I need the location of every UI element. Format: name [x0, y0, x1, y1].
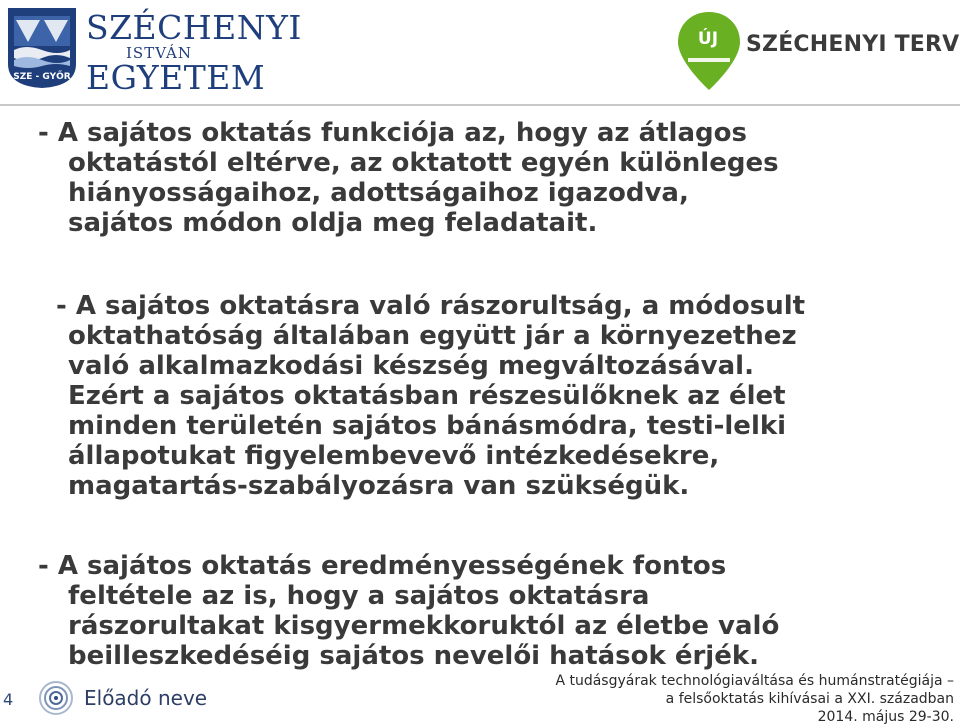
- paragraph-2-line: oktathatóság általában együtt jár a környezethez: [68, 321, 797, 351]
- plan-logo: [676, 10, 958, 98]
- event-title-line1: A tudásgyárak technológiaváltása és humánstratégiája –: [555, 673, 954, 689]
- university-name-line3: EGYETEM: [86, 58, 266, 97]
- spiral-logo-icon: [38, 680, 74, 716]
- paragraph-3-line: rászorultakat kisgyermekkoruktól az életbe való: [68, 611, 780, 641]
- university-name-line1: SZÉCHENYI: [86, 8, 302, 47]
- paragraph-1: [38, 118, 779, 238]
- paragraph-1-line: oktatástól eltérve, az oktatott egyén különleges: [68, 148, 779, 178]
- paragraph-3-line: feltétele az is, hogy a sajátos oktatásra: [68, 581, 650, 611]
- university-name-line2: ISTVÁN: [126, 44, 192, 62]
- paragraph-2: [38, 291, 805, 501]
- paragraph-2-line: magatartás-szabályozásra van szükségük.: [68, 471, 690, 501]
- university-logo: [6, 6, 306, 97]
- paragraph-2-line: - A sajátos oktatásra való rászorultság, a módosult: [56, 291, 806, 321]
- seal-caption: SZE - GYŐR: [13, 72, 71, 82]
- paragraph-1-line: sajátos módon oldja meg feladatait.: [68, 208, 598, 238]
- presenter-name: Előadó neve: [84, 686, 208, 710]
- paragraph-2-line: való alkalmazkodási készség megváltozásával.: [68, 351, 754, 381]
- paragraph-3: [38, 551, 779, 671]
- paragraph-1-line: hiányosságaihoz, adottságaihoz igazodva,: [68, 178, 689, 208]
- paragraph-2-line: minden területén sajátos bánásmódra, testi-lelki: [68, 411, 787, 441]
- paragraph-1-line: - A sajátos oktatás funkciója az, hogy az átlagos: [38, 118, 747, 148]
- map-pin-icon: [676, 10, 742, 92]
- paragraph-3-line: beilleszkedéséig sajátos nevelői hatások érjék.: [68, 641, 760, 671]
- plan-name: SZÉCHENYI TERV: [746, 32, 960, 57]
- header-divider: [0, 104, 960, 106]
- paragraph-2-line: Ezért a sajátos oktatásban részesülőknek az élet: [68, 381, 786, 411]
- plan-badge: ÚJ: [697, 29, 719, 49]
- event-date: 2014. május 29-30.: [817, 709, 954, 725]
- paragraph-3-line: - A sajátos oktatás eredményességének fontos: [38, 551, 727, 581]
- paragraph-2-line: állapotukat figyelembevevő intézkedésekre,: [68, 441, 720, 471]
- event-info: [555, 672, 954, 726]
- event-title-line2: a felsőoktatás kihívásai a XXI. században: [665, 691, 954, 707]
- page-number: 4: [3, 690, 14, 709]
